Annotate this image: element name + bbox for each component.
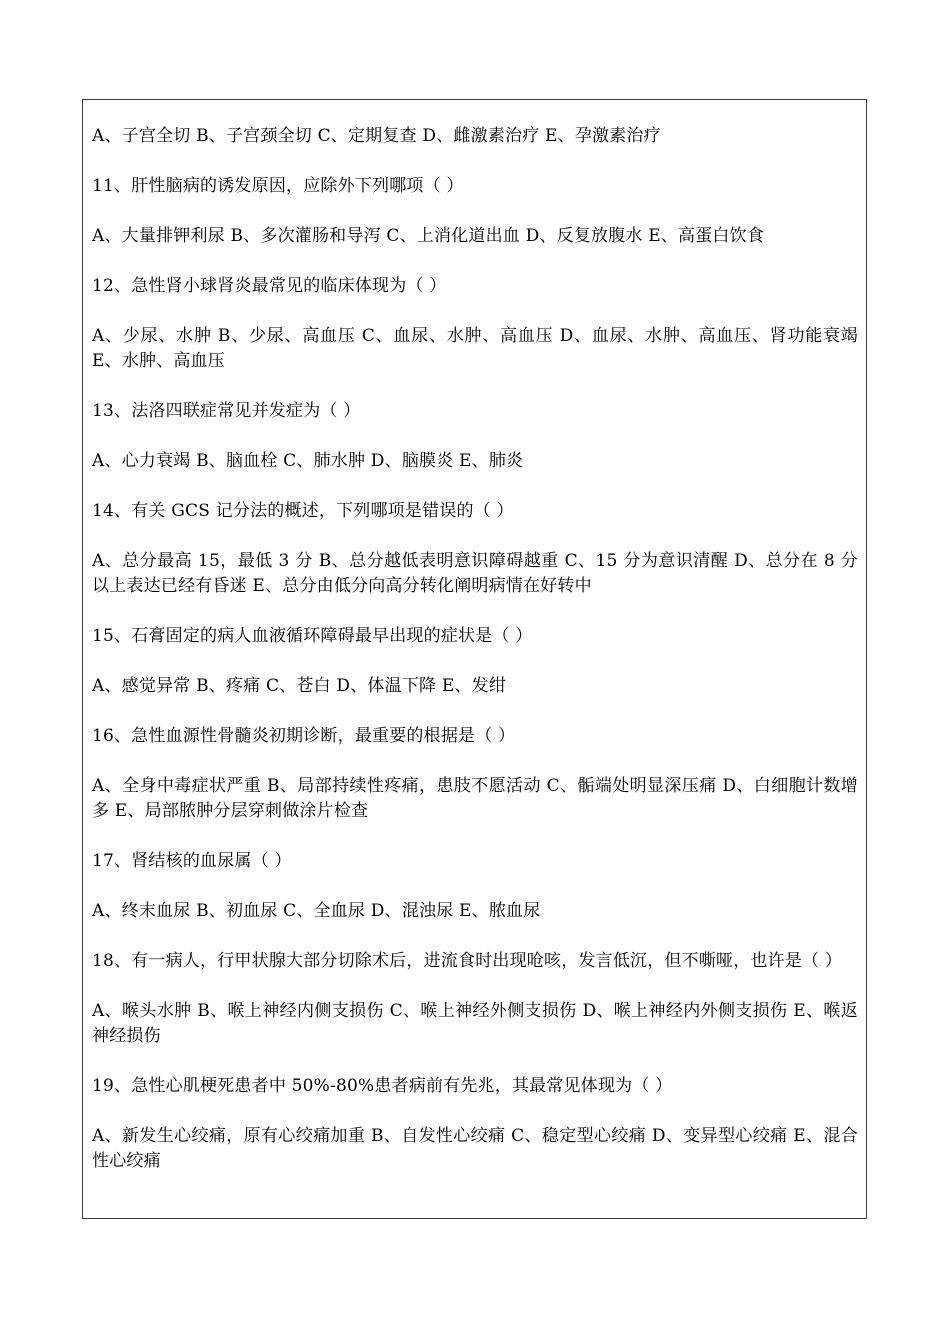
q11-question: 11、肝性脑病的诱发原因，应除外下列哪项（ ） [92, 176, 464, 196]
q16-question: 16、急性血源性骨髓炎初期诊断，最重要的根据是（ ） [92, 726, 516, 746]
q18-options: A、喉头水肿 B、喉上神经内侧支损伤 C、喉上神经外侧支损伤 D、喉上神经内外侧支损伤 E、喉返神经损伤 [92, 1001, 858, 1046]
q10-options: A、子宫全切 B、子宫颈全切 C、定期复查 D、雌激素治疗 E、孕激素治疗 [92, 126, 661, 146]
q15-options: A、感觉异常 B、疼痛 C、苍白 D、体温下降 E、发绀 [92, 676, 507, 696]
q17-options: A、终末血尿 B、初血尿 C、全血尿 D、混浊尿 E、脓血尿 [92, 901, 541, 921]
q13-question: 13、法洛四联症常见并发症为（ ） [92, 401, 361, 421]
q14-question: 14、有关 GCS 记分法的概述，下列哪项是错误的（ ） [92, 501, 514, 521]
q19-options: A、新发生心绞痛，原有心绞痛加重 B、自发性心绞痛 C、稳定型心绞痛 D、变异型心绞痛 E、混合性心绞痛 [92, 1126, 858, 1171]
q13-options: A、心力衰竭 B、脑血栓 C、肺水肿 D、脑膜炎 E、肺炎 [92, 451, 524, 471]
q12-options: A、少尿、水肿 B、少尿、高血压 C、血尿、水肿、高血压 D、血尿、水肿、高血压、肾功能衰竭 E、水肿、高血压 [92, 326, 858, 371]
document-page [82, 99, 867, 1219]
q11-options: A、大量排钾利尿 B、多次灌肠和导泻 C、上消化道出血 D、反复放腹水 E、高蛋白饮食 [92, 226, 765, 246]
q12-question: 12、急性肾小球肾炎最常见的临床体现为（ ） [92, 276, 447, 296]
q16-options: A、全身中毒症状严重 B、局部持续性疼痛，患肢不愿活动 C、骺端处明显深压痛 D、白细胞计数增多 E、局部脓肿分层穿刺做涂片检查 [92, 776, 858, 821]
q14-options: A、总分最高 15，最低 3 分 B、总分越低表明意识障碍越重 C、15 分为意识清醒 D、总分在 8 分以上表达已经有昏迷 E、总分由低分向高分转化阐明病情在好转中 [92, 551, 858, 596]
q19-question: 19、急性心肌梗死患者中 50%-80%患者病前有先兆，其最常见体现为（ ） [92, 1076, 673, 1096]
q15-question: 15、石膏固定的病人血液循环障碍最早出现的症状是（ ） [92, 626, 533, 646]
q18-question: 18、有一病人，行甲状腺大部分切除术后，进流食时出现呛咳，发言低沉，但不嘶哑，也许是（ ） [92, 951, 843, 971]
q17-question: 17、肾结核的血尿属（ ） [92, 851, 292, 871]
